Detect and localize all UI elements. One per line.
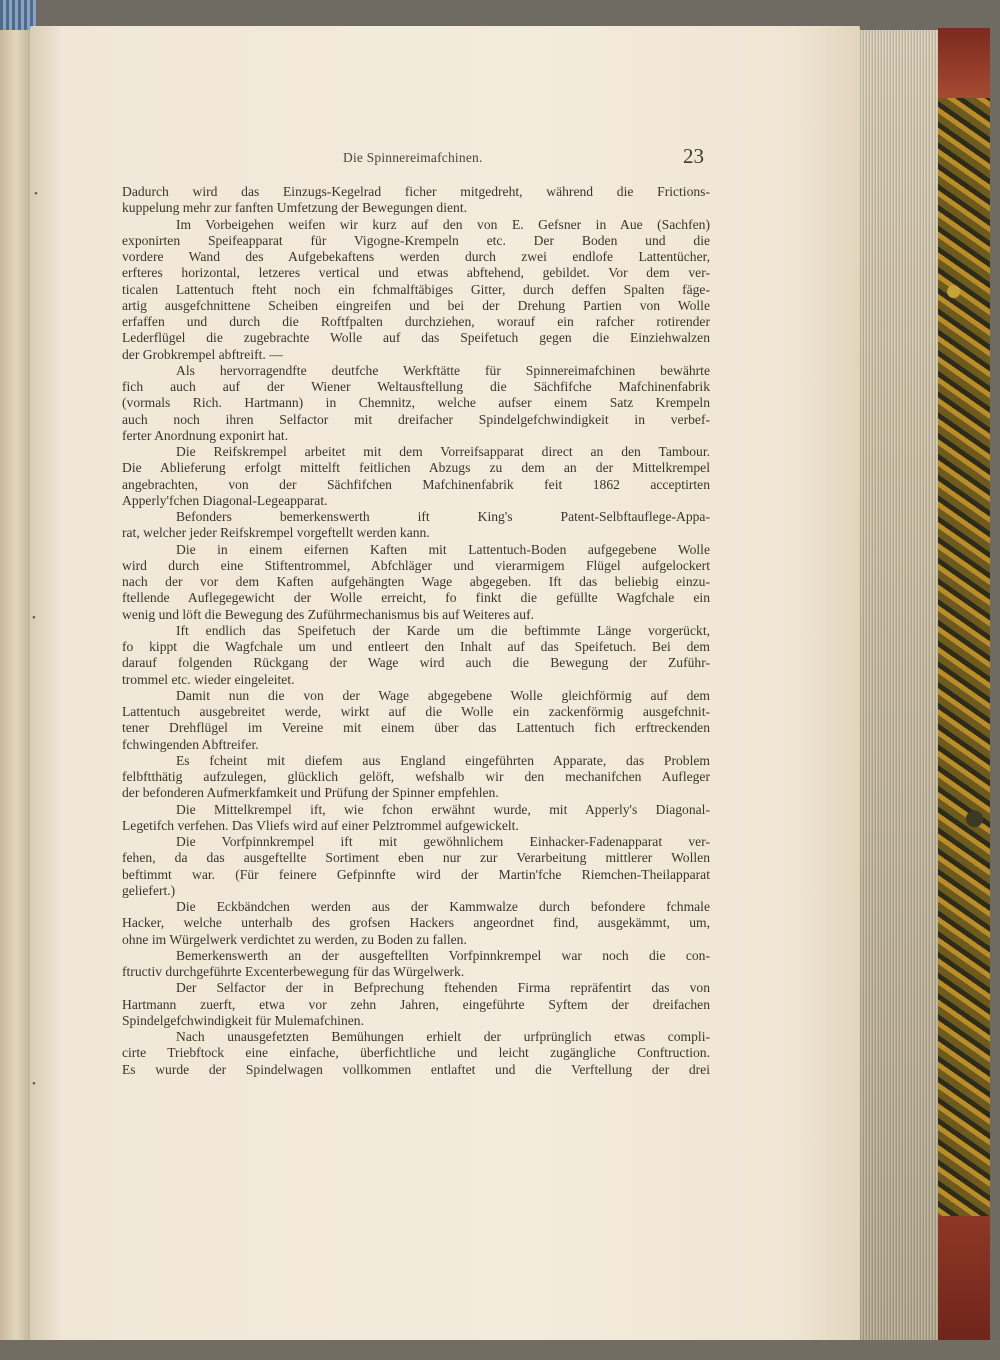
text-line: Hacker, welche unterhalb des grofsen Hackers angeordnet find, ausgekämmt, um,: [122, 915, 710, 931]
text-line: Ift endlich das Speifetuch der Karde um die beftimmte Länge vorgerückt,: [176, 622, 710, 638]
text-line: wird durch eine Stiftentrommel, Abfchläger und vierarmigem Flügel aufgelockert: [122, 557, 710, 573]
text-line: vordere Wand des Aufgebekaftens werden durch zwei endlofe Lattentücher,: [122, 249, 710, 264]
margin-mark: •: [34, 188, 38, 200]
text-line: Die Vorfpinnkrempel ift mit gewöhnlichem Einhacker-Fadenapparat ver-: [176, 834, 710, 849]
text-line: Als hervorragendfte deutfche Werkftätte für Spinnereimafchinen bewährte: [176, 362, 710, 378]
text-line: Lederflügel die zugebrachte Wolle auf das Speifetuch gegen die Einziehwalzen: [122, 330, 710, 346]
table-surface: [0, 1340, 1000, 1360]
text-line: ticalen Lattentuch fteht noch ein fchmalftäbiges Gitter, durch deffen Spalten fäge-: [122, 281, 710, 297]
page-number: 23: [683, 144, 704, 168]
text-line: wenig und löft die Bewegung des Zuführmechanismus bis auf Weiteres auf.: [122, 606, 535, 622]
text-line: Apperly'fchen Diagonal-Legeapparat.: [122, 492, 328, 508]
text-line: erfteres horizontal, letzeres vertical und etwas abftehend, gebildet. Vor dem ver-: [122, 265, 710, 281]
text-line: Dadurch wird das Einzugs-Kegelrad ficher mitgedreht, während die Frictions-: [122, 184, 710, 199]
running-head: Die Spinnereimafchinen.: [343, 150, 483, 165]
text-line: Legetifch verfehen. Das Vliefs wird auf einer Pelztrommel aufgewickelt.: [122, 817, 519, 833]
text-line: cirte Triebftock eine einfache, überfichtliche und leicht zugängliche Conftruction.: [122, 1045, 710, 1061]
text-line: Im Vorbeigehen weifen wir kurz auf den von E. Gefsner in Aue (Sachfen): [176, 216, 710, 232]
text-line: fo kippt die Wagfchale um und entleert den Inhalt auf das Speifetuch. Bei dem: [122, 639, 710, 654]
text-line: Spindelgefchwindigkeit für Mulemafchinen.: [122, 1012, 364, 1028]
text-line: nach der vor dem Kaften aufgehängten Wage abgegeben. Ift das beliebig einzu-: [122, 574, 710, 589]
text-line: auch noch ihren Selfactor mit dreifacher Spindelgefchwindigkeit in verbef-: [122, 411, 710, 427]
text-line: exponirten Speifeapparat für Vigogne-Krempeln etc. Der Boden und die: [122, 232, 710, 248]
margin-mark: •: [32, 612, 36, 624]
text-line: fich auch auf der Wiener Weltausftellung die Sächfifche Mafchinenfabrik: [122, 379, 710, 394]
text-line: ferter Anordnung exponirt hat.: [122, 427, 289, 443]
page-stack: [845, 30, 945, 1346]
text-line: Es fcheint mit diefem aus England eingeführten Apparate, das Problem: [176, 752, 710, 768]
text-line: der Grobkrempel abftreift. —: [122, 346, 283, 362]
text-line: trommel etc. wieder eingeleitet.: [122, 671, 295, 687]
text-line: ftructiv durchgeführte Excenterbewegung für das Würgelwerk.: [122, 964, 465, 979]
text-line: (vormals Rich. Hartmann) in Chemnitz, welche aufser einem Satz Krempeln: [122, 395, 710, 411]
text-line: beftimmt war. (Für feinere Gefpinnfte wird der Martin'fche Riemchen-Theilapparat: [122, 866, 710, 882]
text-line: Hartmann zuerft, etwa vor zehn Jahren, eingeführte Syftem der dreifachen: [122, 996, 710, 1012]
text-line: kuppelung mehr zur fanften Umfetzung der Bewegungen dient.: [122, 200, 468, 216]
text-line: der befonderen Aufmerkfamkeit und Prüfung der Spinner empfehlen.: [122, 785, 499, 801]
text-line: Es wurde der Spindelwagen vollkommen entlaftet und die Verftellung der drei: [122, 1061, 710, 1077]
text-line: geliefert.): [122, 882, 176, 898]
body-text: [122, 184, 710, 1078]
text-line: ohne im Würgelwerk verdichtet zu werden, zu Boden zu fallen.: [122, 931, 467, 947]
text-line: Die in einem eifernen Kaften mit Lattentuch-Boden aufgegebene Wolle: [176, 541, 710, 557]
text-line: Die Eckbändchen werden aus der Kammwalze durch befondere fchmale: [176, 899, 710, 914]
text-line: tener Drehflügel im Vereine mit einem über das Lattentuch fich erftreckenden: [122, 720, 710, 736]
text-line: Die Ablieferung erfolgt mittelft feitlichen Abzugs zu dem an der Mittelkrempel: [122, 460, 710, 476]
text-line: Lattentuch ausgebreitet werde, wirkt auf die Wolle ein zackenförmig ausgefchnit-: [122, 704, 710, 719]
text-line: Befonders bemerkenswerth ift King's Patent-Selbftauflege-Appa-: [176, 509, 710, 524]
text-line: fehen, da das ausgeftellte Sortiment eben nur zur Verarbeitung mittlerer Wollen: [122, 850, 710, 866]
text-line: ftellende Auflegegewicht der Wolle erreicht, fo finkt die gefüllte Wagfchale ein: [122, 590, 710, 606]
marbled-cover: [938, 28, 990, 1346]
text-line: Der Selfactor der in Befprechung ftehenden Firma repräfentirt das von: [176, 980, 710, 996]
text-line: Bemerkenswerth an der ausgeftellten Vorfpinnkrempel war noch die con-: [176, 947, 710, 963]
text-line: artig ausgefchnittene Scheiben eingreifen und bei der Drehung Partien von Wolle: [122, 297, 710, 313]
margin-mark: •: [32, 1078, 36, 1090]
text-line: Damit nun die von der Wage abgegebene Wolle gleichförmig auf dem: [176, 687, 710, 703]
text-line: Die Mittelkrempel ift, wie fchon erwähnt wurde, mit Apperly's Diagonal-: [176, 801, 710, 817]
text-line: Die Reifskrempel arbeitet mit dem Vorreifsapparat direct an den Tambour.: [176, 444, 710, 459]
text-line: erfaffen und durch die Roftfpalten durchziehen, worauf ein rafcher rotirender: [122, 314, 710, 329]
text-line: darauf folgenden Rückgang der Wage wird auch die Bewegung der Zuführ-: [122, 655, 710, 671]
text-line: angebrachten, von der Sächfifchen Mafchinenfabrik feit 1862 acceptirten: [122, 476, 710, 492]
text-line: fchwingenden Abftreifer.: [122, 736, 259, 752]
text-line: Nach unausgefetzten Bemühungen erhielt der urfprünglich etwas compli-: [176, 1029, 710, 1044]
text-line: felbftthätig aufzulegen, glücklich gelöft, wefshalb wir den mechanifchen Aufleger: [122, 769, 710, 784]
text-line: rat, welcher jeder Reifskrempel vorgeftellt werden kann.: [122, 525, 430, 541]
